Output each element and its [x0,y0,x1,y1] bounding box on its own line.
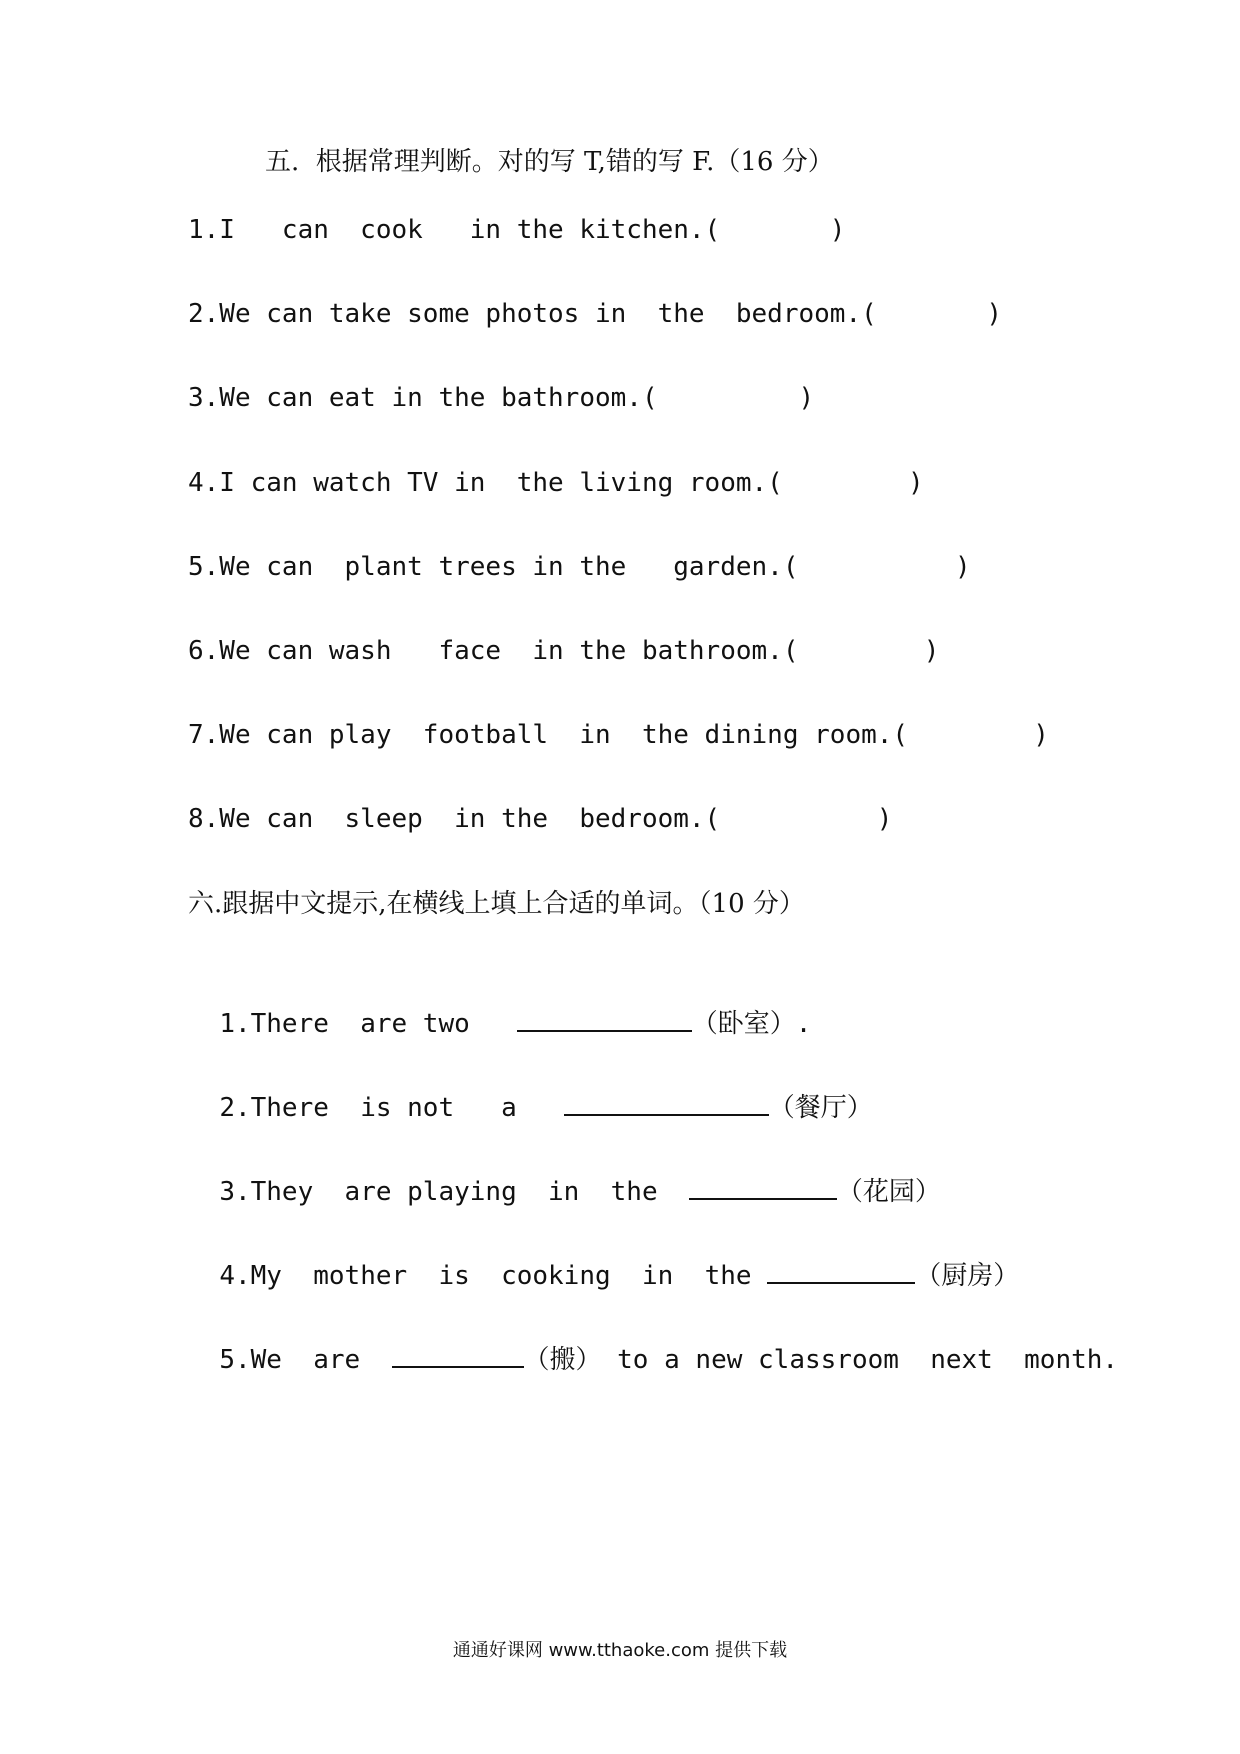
fill-item-1 [188,972,811,1040]
fill-item-3-after: （花园） [836,1177,941,1207]
fill-blank-2[interactable] [564,1088,769,1116]
fill-blank-4[interactable] [767,1256,915,1284]
fill-item-4 [188,1224,1019,1292]
judgement-item-4: 4.I can watch TV in the living room.( ) [188,468,924,498]
judgement-item-5: 5.We can plant trees in the garden.( ) [188,552,971,582]
judgement-item-2: 2.We can take some photos in the bedroom.( ) [188,299,1002,329]
fill-item-3-before: 3.They are playing in the [219,1177,689,1207]
fill-blank-3[interactable] [689,1172,837,1200]
fill-item-5-after: （搬） to a new classroom next month. [523,1345,1119,1375]
judgement-item-6: 6.We can wash face in the bathroom.( ) [188,636,940,666]
fill-item-5 [188,1308,1118,1376]
fill-item-4-after: （厨房） [915,1261,1020,1291]
judgement-item-7: 7.We can play football in the dining room.( ) [188,720,1049,750]
fill-blank-5[interactable] [392,1340,524,1368]
fill-item-2-after: （餐厅） [768,1093,873,1123]
section-6-title: 六.跟据中文提示,在横线上填上合适的单词。（10 分） [188,889,805,919]
fill-item-1-after: （卧室）. [691,1009,812,1039]
fill-item-4-before: 4.My mother is cooking in the [219,1261,768,1291]
section-5-title: 五. 根据常理判断。对的写 T,错的写 F.（16 分） [265,147,834,177]
fill-item-1-before: 1.There are two [219,1009,517,1039]
fill-item-2-before: 2.There is not a [219,1093,564,1123]
fill-item-3 [188,1140,941,1208]
judgement-item-8: 8.We can sleep in the bedroom.( ) [188,804,893,834]
judgement-item-3: 3.We can eat in the bathroom.( ) [188,383,815,413]
fill-item-5-before: 5.We are [219,1345,392,1375]
judgement-item-1: 1.I can cook in the kitchen.( ) [188,215,846,245]
page-footer: 通通好课网 www.tthaoke.com 提供下载 [452,1640,788,1661]
fill-blank-1[interactable] [517,1004,692,1032]
fill-item-2 [188,1056,873,1124]
